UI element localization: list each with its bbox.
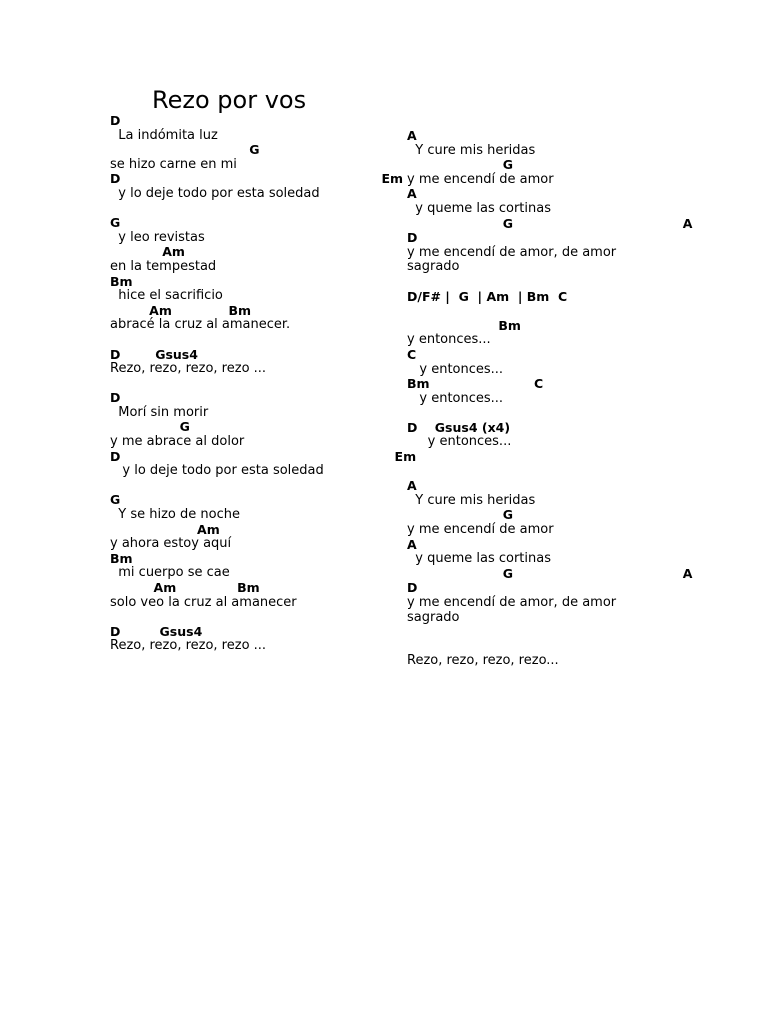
chord-line: D Gsus4 <box>110 346 198 362</box>
chord-line: Bm C <box>407 376 544 392</box>
blank-line <box>407 275 737 290</box>
blank-line <box>407 450 737 465</box>
lyric-line: sagrado <box>407 259 460 275</box>
chord-line: D <box>407 580 418 596</box>
lyric-line: Y cure mis heridas <box>407 142 536 158</box>
chord-line: A <box>407 536 417 552</box>
lyrics-column-left <box>110 114 440 654</box>
song-title: Rezo por vos <box>152 86 307 114</box>
chord-line: Am <box>110 521 220 537</box>
lyric-line: y entonces... <box>407 332 491 348</box>
chord-line: A <box>407 128 417 143</box>
lyric-line: y entonces... <box>407 361 504 377</box>
chord-line: Bm <box>407 317 521 333</box>
lyric-line: y entonces... <box>407 434 512 450</box>
lyric-line: mi cuerpo se cae <box>110 565 230 581</box>
lyric-line: Morí sin morir <box>110 404 209 420</box>
lyric-line: sagrado <box>407 609 460 625</box>
blank-line <box>407 406 737 421</box>
chord-line: Am <box>110 244 185 260</box>
chord-line: D/F# | G | Am | Bm C <box>407 288 568 304</box>
blank-line <box>407 304 737 319</box>
chord-line: D <box>110 390 121 406</box>
lyric-line: y queme las cortinas <box>407 200 551 216</box>
blank-line <box>110 333 440 348</box>
lyric-line: Y se hizo de noche <box>110 507 240 523</box>
lyric-line: Y cure mis heridas <box>407 492 536 508</box>
lyric-line: y me encendí de amor <box>407 171 554 187</box>
chord-line: G <box>110 492 121 508</box>
chord-line: A <box>407 186 417 202</box>
lyric-line: Rezo, rezo, rezo, rezo ... <box>110 361 267 377</box>
chord-line: Bm <box>110 550 133 566</box>
lyric-line: y me abrace al dolor <box>110 434 245 450</box>
lyric-line: y me encendí de amor, de amor <box>407 244 617 260</box>
chord-line: D Em <box>110 448 417 464</box>
chord-line: G <box>110 419 190 435</box>
lyric-line: La indómita luz <box>110 127 218 143</box>
chord-line: D <box>407 230 418 246</box>
chord-line: G A <box>407 215 693 231</box>
blank-line <box>110 202 440 217</box>
lyric-line: y lo deje todo por esta soledad <box>110 185 320 201</box>
blank-line <box>407 465 737 480</box>
chord-line: G <box>407 507 513 523</box>
lyric-line: en la tempestad <box>110 258 217 274</box>
chord-line: D Gsus4 (x4) <box>407 419 511 435</box>
chord-line: A <box>407 478 417 494</box>
lyric-line: Rezo, rezo, rezo, rezo ... <box>110 638 267 654</box>
blank-line <box>110 479 440 494</box>
chord-line: D Gsus4 <box>110 623 203 639</box>
lyric-line: Rezo, rezo, rezo, rezo... <box>407 653 559 669</box>
blank-line <box>407 625 737 640</box>
blank-line <box>110 610 440 625</box>
chord-line: Am Bm <box>110 302 251 318</box>
lyric-line: y leo revistas <box>110 229 205 245</box>
lyrics-column-right <box>407 129 737 669</box>
chord-line: D <box>110 113 121 128</box>
chord-line: D Em <box>110 171 404 187</box>
chord-line: Bm <box>110 273 133 289</box>
blank-line <box>110 377 440 392</box>
chord-line: Am Bm <box>110 580 260 595</box>
lyric-line: se hizo carne en mi <box>110 156 237 172</box>
blank-line <box>407 640 737 655</box>
lyric-line: y entonces... <box>407 390 504 406</box>
lyric-line: y lo deje todo por esta soledad <box>110 463 324 479</box>
lyric-line: hice el sacrificio <box>110 288 223 304</box>
chord-line: C <box>407 346 417 362</box>
chord-line: G A <box>407 565 693 581</box>
lyric-line: solo veo la cruz al amanecer <box>110 594 297 610</box>
chord-line: G <box>407 157 513 173</box>
chord-line: G <box>110 142 260 158</box>
lyric-line: y me encendí de amor <box>407 522 554 538</box>
chord-line: G <box>110 215 121 231</box>
lyric-line: abracé la cruz al amanecer. <box>110 317 291 333</box>
lyric-line: y me encendí de amor, de amor <box>407 595 617 610</box>
lyric-line: y queme las cortinas <box>407 551 551 567</box>
lyric-line: y ahora estoy aquí <box>110 536 232 552</box>
